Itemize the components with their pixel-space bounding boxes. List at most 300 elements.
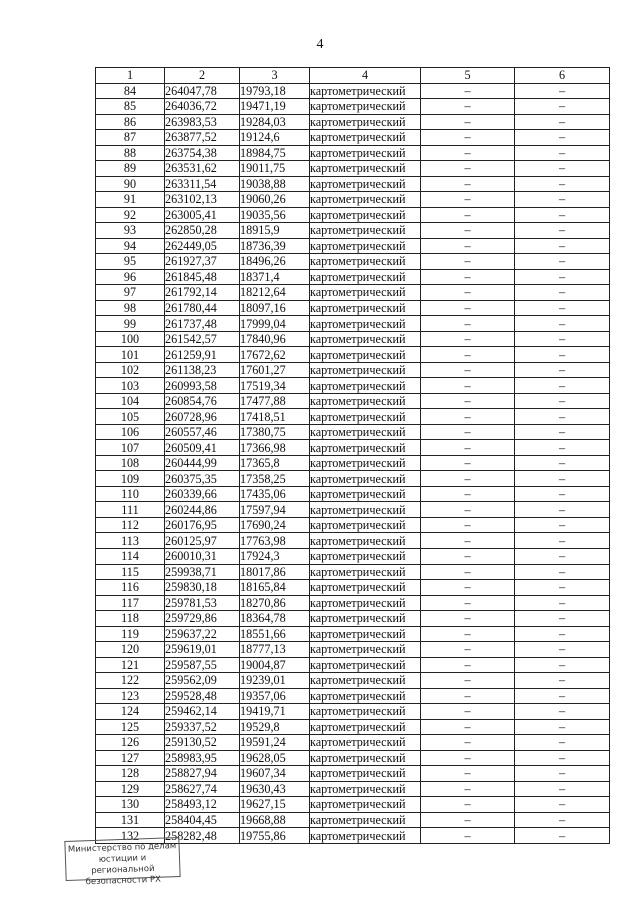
coord-y-cell: 18777,13 xyxy=(240,642,310,658)
point-number-cell: 125 xyxy=(96,719,165,735)
point-number-cell: 95 xyxy=(96,254,165,270)
table-body xyxy=(96,83,610,843)
coord-x-cell: 259462,14 xyxy=(165,704,240,720)
table-row xyxy=(96,533,610,549)
method-cell: картометрический xyxy=(310,657,421,673)
method-cell: картометрический xyxy=(310,378,421,394)
coord-y-cell: 19630,43 xyxy=(240,781,310,797)
col5-value-cell: – xyxy=(421,347,515,363)
coord-y-cell: 17435,06 xyxy=(240,486,310,502)
coord-x-cell: 263983,53 xyxy=(165,114,240,130)
point-number-cell: 132 xyxy=(96,828,165,844)
method-cell: картометрический xyxy=(310,766,421,782)
coord-y-cell: 17840,96 xyxy=(240,331,310,347)
table-row xyxy=(96,517,610,533)
col6-value-cell: – xyxy=(515,719,610,735)
col5-value-cell: – xyxy=(421,750,515,766)
col6-value-cell: – xyxy=(515,424,610,440)
col6-value-cell: – xyxy=(515,548,610,564)
table-row xyxy=(96,750,610,766)
point-number-cell: 113 xyxy=(96,533,165,549)
coord-x-cell: 258827,94 xyxy=(165,766,240,782)
col5-value-cell: – xyxy=(421,285,515,301)
coord-y-cell: 18984,75 xyxy=(240,145,310,161)
table-row xyxy=(96,704,610,720)
point-number-cell: 128 xyxy=(96,766,165,782)
coord-y-cell: 18371,4 xyxy=(240,269,310,285)
col5-value-cell: – xyxy=(421,362,515,378)
col6-value-cell: – xyxy=(515,611,610,627)
method-cell: картометрический xyxy=(310,207,421,223)
col6-value-cell: – xyxy=(515,176,610,192)
col6-value-cell: – xyxy=(515,440,610,456)
method-cell: картометрический xyxy=(310,564,421,580)
col5-value-cell: – xyxy=(421,192,515,208)
table-row xyxy=(96,83,610,99)
table-row xyxy=(96,440,610,456)
coord-x-cell: 262449,05 xyxy=(165,238,240,254)
point-number-cell: 89 xyxy=(96,161,165,177)
col5-value-cell: – xyxy=(421,393,515,409)
point-number-cell: 84 xyxy=(96,83,165,99)
table-row xyxy=(96,766,610,782)
col5-value-cell: – xyxy=(421,735,515,751)
point-number-cell: 117 xyxy=(96,595,165,611)
col5-value-cell: – xyxy=(421,657,515,673)
col6-value-cell: – xyxy=(515,269,610,285)
table-row xyxy=(96,781,610,797)
coord-x-cell: 259781,53 xyxy=(165,595,240,611)
method-cell: картометрический xyxy=(310,626,421,642)
col5-value-cell: – xyxy=(421,781,515,797)
coord-x-cell: 260728,96 xyxy=(165,409,240,425)
method-cell: картометрический xyxy=(310,781,421,797)
coord-x-cell: 260509,41 xyxy=(165,440,240,456)
col5-value-cell: – xyxy=(421,161,515,177)
table-row xyxy=(96,300,610,316)
col6-value-cell: – xyxy=(515,362,610,378)
col6-value-cell: – xyxy=(515,114,610,130)
coord-x-cell: 260176,95 xyxy=(165,517,240,533)
col6-value-cell: – xyxy=(515,781,610,797)
col5-value-cell: – xyxy=(421,797,515,813)
method-cell: картометрический xyxy=(310,393,421,409)
point-number-cell: 124 xyxy=(96,704,165,720)
coord-x-cell: 260444,99 xyxy=(165,455,240,471)
coord-y-cell: 19038,88 xyxy=(240,176,310,192)
point-number-cell: 87 xyxy=(96,130,165,146)
col5-value-cell: – xyxy=(421,176,515,192)
table-row xyxy=(96,471,610,487)
method-cell: картометрический xyxy=(310,223,421,239)
col6-value-cell: – xyxy=(515,409,610,425)
point-number-cell: 123 xyxy=(96,688,165,704)
table-row xyxy=(96,114,610,130)
col5-value-cell: – xyxy=(421,673,515,689)
coord-x-cell: 259830,18 xyxy=(165,580,240,596)
stamp-line-3: безопасности РХ xyxy=(85,874,162,888)
coord-x-cell: 259562,09 xyxy=(165,673,240,689)
method-cell: картометрический xyxy=(310,300,421,316)
method-cell: картометрический xyxy=(310,409,421,425)
point-number-cell: 100 xyxy=(96,331,165,347)
coord-y-cell: 18496,26 xyxy=(240,254,310,270)
coord-x-cell: 261138,23 xyxy=(165,362,240,378)
table-row xyxy=(96,812,610,828)
coord-y-cell: 17477,88 xyxy=(240,393,310,409)
col5-value-cell: – xyxy=(421,130,515,146)
table-row xyxy=(96,657,610,673)
col5-value-cell: – xyxy=(421,766,515,782)
col6-value-cell: – xyxy=(515,673,610,689)
coord-y-cell: 17366,98 xyxy=(240,440,310,456)
coord-y-cell: 19607,34 xyxy=(240,766,310,782)
coord-x-cell: 261927,37 xyxy=(165,254,240,270)
method-cell: картометрический xyxy=(310,145,421,161)
table-row xyxy=(96,130,610,146)
point-number-cell: 106 xyxy=(96,424,165,440)
coord-x-cell: 261845,48 xyxy=(165,269,240,285)
method-cell: картометрический xyxy=(310,673,421,689)
table-row xyxy=(96,626,610,642)
coord-x-cell: 263877,52 xyxy=(165,130,240,146)
coord-x-cell: 260375,35 xyxy=(165,471,240,487)
coord-x-cell: 262850,28 xyxy=(165,223,240,239)
coord-y-cell: 19529,8 xyxy=(240,719,310,735)
table-row xyxy=(96,145,610,161)
col5-value-cell: – xyxy=(421,145,515,161)
point-number-cell: 93 xyxy=(96,223,165,239)
col5-value-cell: – xyxy=(421,223,515,239)
coord-x-cell: 263754,38 xyxy=(165,145,240,161)
method-cell: картометрический xyxy=(310,719,421,735)
point-number-cell: 122 xyxy=(96,673,165,689)
header-col-3: 3 xyxy=(240,68,310,84)
col6-value-cell: – xyxy=(515,688,610,704)
point-number-cell: 115 xyxy=(96,564,165,580)
col5-value-cell: – xyxy=(421,688,515,704)
col6-value-cell: – xyxy=(515,750,610,766)
method-cell: картометрический xyxy=(310,331,421,347)
coord-y-cell: 19627,15 xyxy=(240,797,310,813)
point-number-cell: 120 xyxy=(96,642,165,658)
coord-y-cell: 17365,8 xyxy=(240,455,310,471)
table-row xyxy=(96,223,610,239)
coord-y-cell: 19284,03 xyxy=(240,114,310,130)
col6-value-cell: – xyxy=(515,316,610,332)
coord-x-cell: 264047,78 xyxy=(165,83,240,99)
table-row xyxy=(96,642,610,658)
table-row xyxy=(96,688,610,704)
coord-x-cell: 258282,48 xyxy=(165,828,240,844)
col5-value-cell: – xyxy=(421,378,515,394)
method-cell: картометрический xyxy=(310,362,421,378)
coord-y-cell: 19755,86 xyxy=(240,828,310,844)
col5-value-cell: – xyxy=(421,611,515,627)
col6-value-cell: – xyxy=(515,812,610,828)
col6-value-cell: – xyxy=(515,486,610,502)
registration-stamp xyxy=(64,837,180,888)
point-number-cell: 98 xyxy=(96,300,165,316)
coord-x-cell: 260244,86 xyxy=(165,502,240,518)
point-number-cell: 119 xyxy=(96,626,165,642)
col6-value-cell: – xyxy=(515,533,610,549)
table-row xyxy=(96,176,610,192)
col6-value-cell: – xyxy=(515,704,610,720)
table-row xyxy=(96,455,610,471)
col6-value-cell: – xyxy=(515,254,610,270)
method-cell: картометрический xyxy=(310,347,421,363)
table-row xyxy=(96,378,610,394)
method-cell: картометрический xyxy=(310,471,421,487)
col6-value-cell: – xyxy=(515,285,610,301)
table-row xyxy=(96,331,610,347)
method-cell: картометрический xyxy=(310,486,421,502)
coord-x-cell: 259337,52 xyxy=(165,719,240,735)
coord-x-cell: 258627,74 xyxy=(165,781,240,797)
table-row xyxy=(96,797,610,813)
point-number-cell: 109 xyxy=(96,471,165,487)
col5-value-cell: – xyxy=(421,548,515,564)
coord-y-cell: 19060,26 xyxy=(240,192,310,208)
col5-value-cell: – xyxy=(421,486,515,502)
col6-value-cell: – xyxy=(515,502,610,518)
col6-value-cell: – xyxy=(515,161,610,177)
coord-x-cell: 261259,91 xyxy=(165,347,240,363)
col6-value-cell: – xyxy=(515,595,610,611)
coord-y-cell: 19239,01 xyxy=(240,673,310,689)
method-cell: картометрический xyxy=(310,285,421,301)
coord-y-cell: 17763,98 xyxy=(240,533,310,549)
coord-x-cell: 263102,13 xyxy=(165,192,240,208)
col5-value-cell: – xyxy=(421,238,515,254)
point-number-cell: 102 xyxy=(96,362,165,378)
table-row xyxy=(96,673,610,689)
col6-value-cell: – xyxy=(515,99,610,115)
col6-value-cell: – xyxy=(515,564,610,580)
coord-y-cell: 17924,3 xyxy=(240,548,310,564)
table-row xyxy=(96,564,610,580)
coordinates-table xyxy=(95,67,610,844)
col5-value-cell: – xyxy=(421,316,515,332)
coord-y-cell: 17999,04 xyxy=(240,316,310,332)
point-number-cell: 110 xyxy=(96,486,165,502)
method-cell: картометрический xyxy=(310,580,421,596)
col6-value-cell: – xyxy=(515,828,610,844)
method-cell: картометрический xyxy=(310,548,421,564)
page-number: 4 xyxy=(316,37,324,52)
coord-y-cell: 17690,24 xyxy=(240,517,310,533)
col5-value-cell: – xyxy=(421,564,515,580)
coord-x-cell: 260557,46 xyxy=(165,424,240,440)
table-row xyxy=(96,347,610,363)
coord-x-cell: 260854,76 xyxy=(165,393,240,409)
table-row xyxy=(96,207,610,223)
col6-value-cell: – xyxy=(515,735,610,751)
table-row xyxy=(96,393,610,409)
header-col-1: 1 xyxy=(96,68,165,84)
col5-value-cell: – xyxy=(421,331,515,347)
col6-value-cell: – xyxy=(515,642,610,658)
table-row xyxy=(96,486,610,502)
coord-y-cell: 18270,86 xyxy=(240,595,310,611)
col6-value-cell: – xyxy=(515,130,610,146)
coord-x-cell: 263311,54 xyxy=(165,176,240,192)
header-col-5: 5 xyxy=(421,68,515,84)
table-row xyxy=(96,285,610,301)
col5-value-cell: – xyxy=(421,440,515,456)
col5-value-cell: – xyxy=(421,626,515,642)
coord-x-cell: 263531,62 xyxy=(165,161,240,177)
coord-y-cell: 19793,18 xyxy=(240,83,310,99)
coord-x-cell: 259637,22 xyxy=(165,626,240,642)
table-row xyxy=(96,719,610,735)
method-cell: картометрический xyxy=(310,269,421,285)
coord-x-cell: 260010,31 xyxy=(165,548,240,564)
method-cell: картометрический xyxy=(310,130,421,146)
col5-value-cell: – xyxy=(421,812,515,828)
col6-value-cell: – xyxy=(515,580,610,596)
col6-value-cell: – xyxy=(515,393,610,409)
method-cell: картометрический xyxy=(310,161,421,177)
coord-x-cell: 259130,52 xyxy=(165,735,240,751)
method-cell: картометрический xyxy=(310,238,421,254)
coord-y-cell: 19124,6 xyxy=(240,130,310,146)
table-row xyxy=(96,316,610,332)
coord-x-cell: 261542,57 xyxy=(165,331,240,347)
col5-value-cell: – xyxy=(421,828,515,844)
point-number-cell: 90 xyxy=(96,176,165,192)
table-row xyxy=(96,269,610,285)
table-row xyxy=(96,161,610,177)
method-cell: картометрический xyxy=(310,502,421,518)
point-number-cell: 86 xyxy=(96,114,165,130)
method-cell: картометрический xyxy=(310,750,421,766)
col6-value-cell: – xyxy=(515,626,610,642)
point-number-cell: 107 xyxy=(96,440,165,456)
coord-y-cell: 19419,71 xyxy=(240,704,310,720)
coord-x-cell: 260993,58 xyxy=(165,378,240,394)
point-number-cell: 91 xyxy=(96,192,165,208)
method-cell: картометрический xyxy=(310,517,421,533)
col6-value-cell: – xyxy=(515,797,610,813)
method-cell: картометрический xyxy=(310,828,421,844)
coord-x-cell: 261737,48 xyxy=(165,316,240,332)
coord-x-cell: 259587,55 xyxy=(165,657,240,673)
table-row xyxy=(96,424,610,440)
coord-x-cell: 260125,97 xyxy=(165,533,240,549)
col5-value-cell: – xyxy=(421,300,515,316)
method-cell: картометрический xyxy=(310,316,421,332)
point-number-cell: 114 xyxy=(96,548,165,564)
table-row xyxy=(96,254,610,270)
point-number-cell: 121 xyxy=(96,657,165,673)
point-number-cell: 108 xyxy=(96,455,165,471)
coord-y-cell: 19035,56 xyxy=(240,207,310,223)
method-cell: картометрический xyxy=(310,440,421,456)
coord-x-cell: 259619,01 xyxy=(165,642,240,658)
col6-value-cell: – xyxy=(515,766,610,782)
coord-y-cell: 19668,88 xyxy=(240,812,310,828)
col5-value-cell: – xyxy=(421,642,515,658)
method-cell: картометрический xyxy=(310,704,421,720)
col5-value-cell: – xyxy=(421,114,515,130)
col6-value-cell: – xyxy=(515,238,610,254)
col5-value-cell: – xyxy=(421,207,515,223)
coord-x-cell: 260339,66 xyxy=(165,486,240,502)
coord-y-cell: 18097,16 xyxy=(240,300,310,316)
coord-x-cell: 261780,44 xyxy=(165,300,240,316)
coord-x-cell: 258983,95 xyxy=(165,750,240,766)
method-cell: картометрический xyxy=(310,611,421,627)
col6-value-cell: – xyxy=(515,83,610,99)
method-cell: картометрический xyxy=(310,176,421,192)
col5-value-cell: – xyxy=(421,99,515,115)
coord-y-cell: 18364,78 xyxy=(240,611,310,627)
point-number-cell: 127 xyxy=(96,750,165,766)
point-number-cell: 103 xyxy=(96,378,165,394)
method-cell: картометрический xyxy=(310,797,421,813)
coord-x-cell: 264036,72 xyxy=(165,99,240,115)
table-row xyxy=(96,735,610,751)
col5-value-cell: – xyxy=(421,580,515,596)
method-cell: картометрический xyxy=(310,533,421,549)
coord-y-cell: 17597,94 xyxy=(240,502,310,518)
coord-x-cell: 259729,86 xyxy=(165,611,240,627)
col6-value-cell: – xyxy=(515,207,610,223)
point-number-cell: 104 xyxy=(96,393,165,409)
coord-y-cell: 18736,39 xyxy=(240,238,310,254)
coord-y-cell: 18915,9 xyxy=(240,223,310,239)
method-cell: картометрический xyxy=(310,424,421,440)
table-header-row xyxy=(96,68,610,84)
point-number-cell: 118 xyxy=(96,611,165,627)
method-cell: картометрический xyxy=(310,812,421,828)
coord-y-cell: 19011,75 xyxy=(240,161,310,177)
table-row xyxy=(96,238,610,254)
col6-value-cell: – xyxy=(515,378,610,394)
col6-value-cell: – xyxy=(515,347,610,363)
col6-value-cell: – xyxy=(515,517,610,533)
col6-value-cell: – xyxy=(515,471,610,487)
col5-value-cell: – xyxy=(421,595,515,611)
point-number-cell: 92 xyxy=(96,207,165,223)
coord-y-cell: 18017,86 xyxy=(240,564,310,580)
col6-value-cell: – xyxy=(515,223,610,239)
point-number-cell: 130 xyxy=(96,797,165,813)
coord-x-cell: 261792,14 xyxy=(165,285,240,301)
coord-x-cell: 259528,48 xyxy=(165,688,240,704)
table-row xyxy=(96,192,610,208)
col5-value-cell: – xyxy=(421,502,515,518)
coord-y-cell: 18551,66 xyxy=(240,626,310,642)
method-cell: картометрический xyxy=(310,114,421,130)
point-number-cell: 99 xyxy=(96,316,165,332)
coord-y-cell: 17358,25 xyxy=(240,471,310,487)
col5-value-cell: – xyxy=(421,533,515,549)
coord-x-cell: 258493,12 xyxy=(165,797,240,813)
col5-value-cell: – xyxy=(421,254,515,270)
col5-value-cell: – xyxy=(421,409,515,425)
method-cell: картометрический xyxy=(310,688,421,704)
coord-y-cell: 17672,62 xyxy=(240,347,310,363)
method-cell: картометрический xyxy=(310,455,421,471)
col5-value-cell: – xyxy=(421,455,515,471)
coord-y-cell: 18212,64 xyxy=(240,285,310,301)
table-row xyxy=(96,99,610,115)
coord-y-cell: 19004,87 xyxy=(240,657,310,673)
point-number-cell: 131 xyxy=(96,812,165,828)
